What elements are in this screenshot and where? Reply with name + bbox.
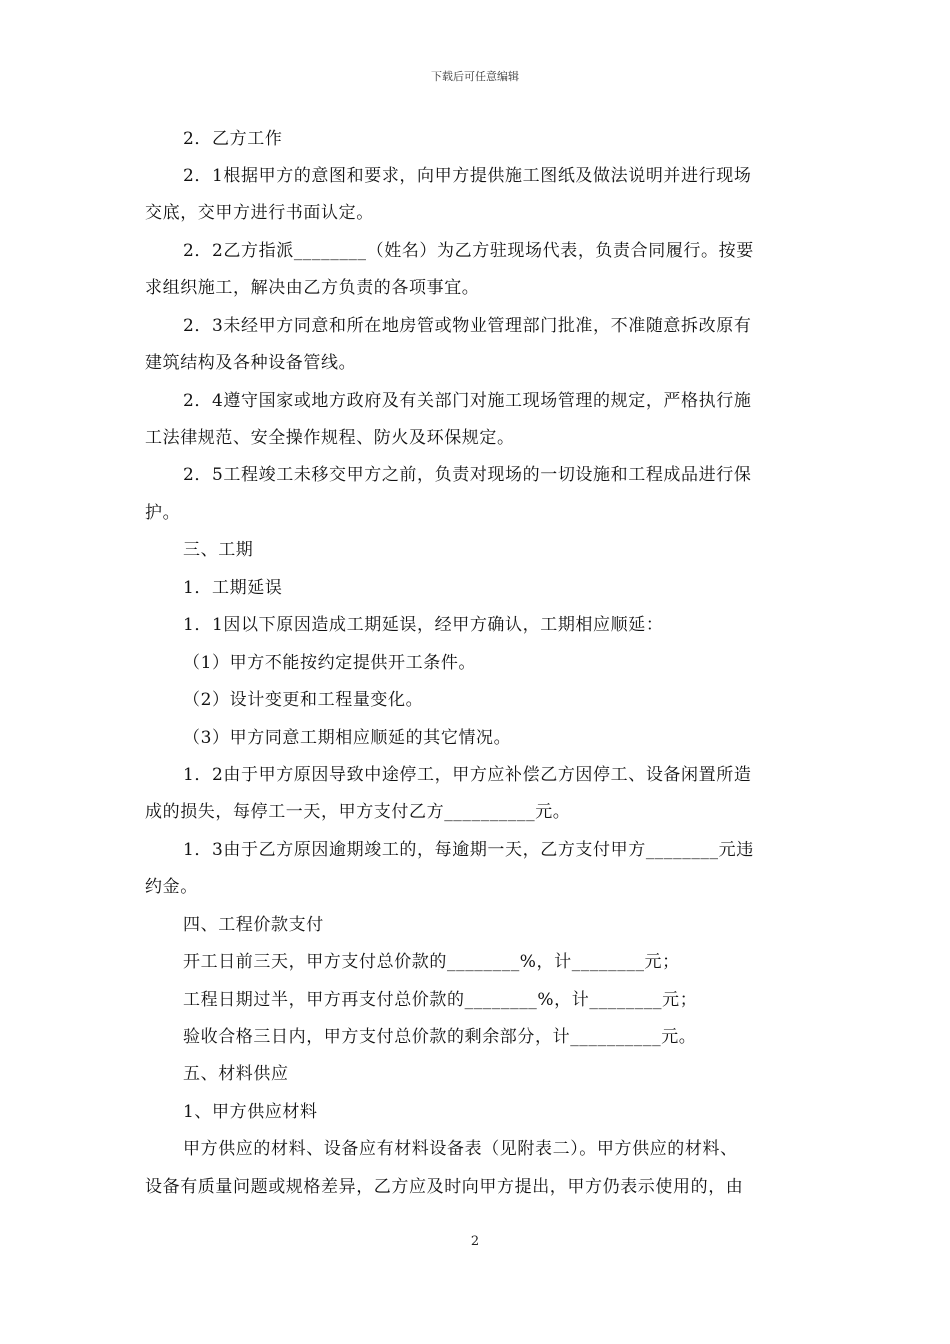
text-line: （1）甲方不能按约定提供开工条件。 xyxy=(183,653,477,673)
text-line: 1．1因以下原因造成工期延误，经甲方确认，工期相应顺延： xyxy=(183,615,664,635)
text-line: 2．4遵守国家或地方政府及有关部门对施工现场管理的规定，严格执行施 xyxy=(183,391,752,411)
text-line: 护。 xyxy=(145,503,181,523)
text-line: 1．3由于乙方原因逾期竣工的，每逾期一天，乙方支付甲方________元违 xyxy=(183,840,754,860)
text-line: （3）甲方同意工期相应顺延的其它情况。 xyxy=(183,728,512,748)
section-heading: 五、材料供应 xyxy=(183,1064,289,1084)
text-line: 交底，交甲方进行书面认定。 xyxy=(145,203,374,223)
section-heading: 四、工程价款支付 xyxy=(183,915,324,935)
text-line: 2．1根据甲方的意图和要求，向甲方提供施工图纸及做法说明并进行现场 xyxy=(183,166,752,186)
text-line: 求组织施工，解决由乙方负责的各项事宜。 xyxy=(145,278,480,298)
section-heading: 三、工期 xyxy=(183,540,254,560)
text-line: 设备有质量问题或规格差异，乙方应及时向甲方提出，甲方仍表示使用的，由 xyxy=(145,1177,744,1197)
text-line: 成的损失，每停工一天，甲方支付乙方__________元。 xyxy=(145,802,571,822)
text-line: 1．2由于甲方原因导致中途停工，甲方应补偿乙方因停工、设备闲置所造 xyxy=(183,765,752,785)
text-line: 2．2乙方指派________（姓名）为乙方驻现场代表，负责合同履行。按要 xyxy=(183,241,754,261)
text-line: 2．5工程竣工未移交甲方之前，负责对现场的一切设施和工程成品进行保 xyxy=(183,465,752,485)
text-line: 1．工期延误 xyxy=(183,578,283,598)
text-line: 2．乙方工作 xyxy=(183,129,283,149)
text-line: 验收合格三日内，甲方支付总价款的剩余部分，计__________元。 xyxy=(183,1027,697,1047)
text-line: 甲方供应的材料、设备应有材料设备表（见附表二）。甲方供应的材料、 xyxy=(183,1139,738,1159)
text-line: 约金。 xyxy=(145,877,198,897)
page-number: 2 xyxy=(470,1234,480,1249)
text-line: 开工日前三天，甲方支付总价款的________%，计________元； xyxy=(183,952,680,972)
text-line: （2）设计变更和工程量变化。 xyxy=(183,690,424,710)
page-header-note: 下载后可任意编辑 xyxy=(431,70,519,83)
text-line: 2．3未经甲方同意和所在地房管或物业管理部门批准，不准随意拆改原有 xyxy=(183,316,752,336)
text-line: 建筑结构及各种设备管线。 xyxy=(145,353,357,373)
text-line: 工法律规范、安全操作规程、防火及环保规定。 xyxy=(145,428,515,448)
text-line: 工程日期过半，甲方再支付总价款的________%，计________元； xyxy=(183,990,698,1010)
text-line: 1、甲方供应材料 xyxy=(183,1102,318,1122)
